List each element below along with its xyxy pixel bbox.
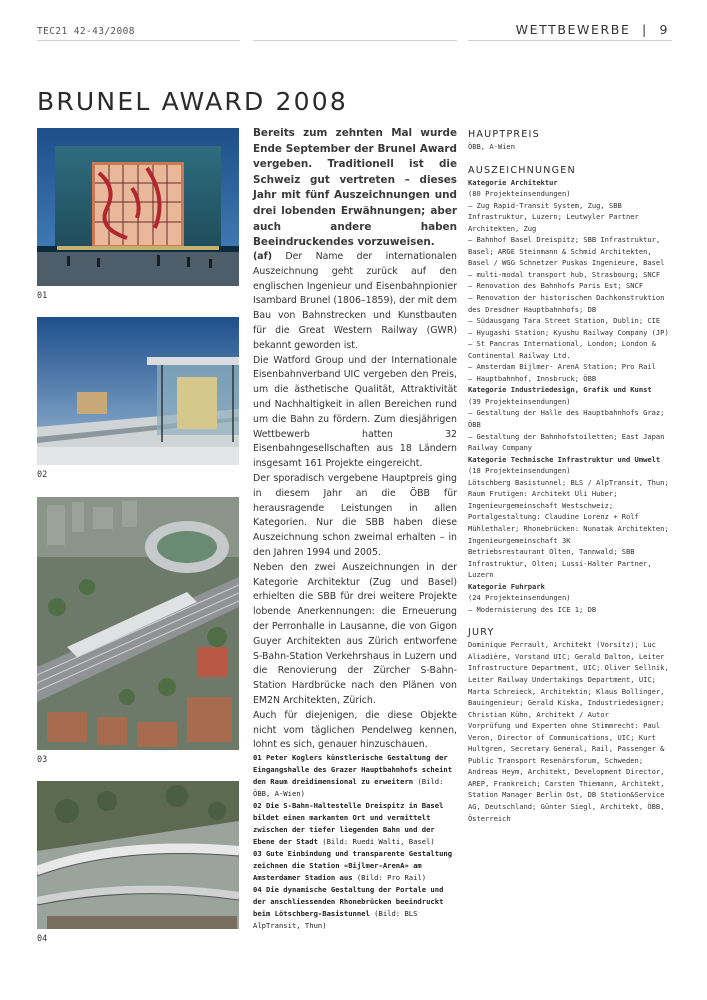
jury-members: Dominique Perrault, Architekt (Vorsitz); Luc Aliadière, Vorstand UIC; Gerald Dalton, Leiter Infrastructure Department, UIC; Oliver Sellnik, Leiter Railway Undertakings Department, UIC; Marta Schreieck, Architektin; Klaus Bollinger, Bauingenieur; Gerald Kiska, Industriedesigner; Christian Kühn, Architekt / Autor [468, 640, 669, 719]
caption-02-text: Die S-Bahn-Haltestelle Dreispitz in Basel bildet einen markanten Ort und vermittelt zwischen der tiefer liegenden Bahn und der Ebene der Stadt [253, 801, 444, 846]
figure-03 [37, 497, 239, 750]
list-item: – Bahnhof Basel Dreispitz; SBB Infrastruktur, Basel; ARGE Steinmann & Schmid Architekten, Basel / WGG Schnetzer Puskas Ingenieure, Basel [468, 235, 665, 268]
list-item: – Hauptbahnhof, Innsbruck; ÖBB [468, 373, 597, 383]
figure-03-number: 03 [37, 755, 48, 765]
body-paragraph-1-text: Der Name der internationalen Auszeichnung geht zurück auf den englischen Ingenieur und Eisenbahnpionier Isambard Brunel (1806–1859), der mit dem Bau von Bahnstrecken und Kunstbauten für die Great Western Railway (GWR) bekannt geworden ist. [253, 251, 457, 351]
caption-03-text: Gute Einbindung und transparente Gestaltung zeichnen die Station «Bijlmer-ArenA» am Amsterdamer Stadion aus [253, 849, 453, 882]
caption-01-number: 01 [253, 753, 262, 762]
article-body [253, 250, 457, 753]
caption-02-number: 02 [253, 801, 262, 810]
platform-photo [37, 317, 239, 465]
author-tag: (af) [253, 251, 272, 262]
list-item: Betriebsrestaurant Olten, Tannwald; SBB Infrastruktur, Olten; Lussi-Halter Partner, Luzern [468, 547, 652, 580]
category-industriedesign: Kategorie Industriedesign, Grafik und Kunst [468, 385, 652, 395]
caption-02 [253, 800, 457, 848]
figure-04-number: 04 [37, 934, 48, 944]
section-header [516, 22, 669, 37]
caption-02-credit: (Bild: Ruedi Walti, Basel) [322, 837, 435, 846]
caption-03 [253, 848, 457, 884]
list-item: – Gestaltung der Halle des Hauptbahnhofs Graz; ÖBB [468, 408, 665, 430]
page-title: BRUNEL AWARD 2008 [37, 87, 348, 116]
body-paragraph-5: Auch für diejenigen, die diese Objekte nicht vom täglichen Pendelweg kennen, lohnt es sich, genauer hinzuschauen. [253, 709, 457, 751]
issue-label: TEC21 42-43/2008 [37, 26, 135, 37]
header-rule-right [468, 40, 672, 41]
viaduct-photo [37, 781, 239, 929]
hauptpreis-heading: HAUPTPREIS [468, 129, 540, 140]
caption-03-credit: (Bild: Pro Rail) [356, 873, 427, 882]
jury-experts: Vorprüfung und Experten ohne Stimmrecht: Paul Veron, Director of Communications, UIC; Kurt Hultgren, Secretary General, Rail, Passenger & Public Transport Resenärsforum, Schweden; Andreas Heym, Architekt, Development Director, AREP, Frankreich; Carsten Thiemann, Architekt, Station Manager Berlin Ost, DB Station&Service AG, Deutschland; Günter Siegl, Architekt, ÖBB, Österreich [468, 721, 665, 823]
caption-01 [253, 752, 457, 800]
aerial-station-photo [37, 497, 239, 750]
header-separator: | [642, 22, 648, 37]
category-technik: Kategorie Technische Infrastruktur und Umwelt [468, 454, 661, 464]
list-item: – Südausgang Tara Street Station, Dublin; CIE [468, 316, 661, 326]
list-item: – multi-modal transport hub, Strasbourg; SNCF [468, 269, 661, 279]
jury-heading: JURY [468, 627, 495, 639]
body-paragraph-1 [253, 250, 457, 354]
list-item: – Amsterdam Bijlmer- ArenA Station; Pro Rail [468, 362, 656, 372]
caption-04-credit: (Bild: BLS AlpTransit, Thun) [253, 909, 418, 930]
list-item: – Renovation der historischen Dachkonstruktion des Dresdner Hauptbahnhofs; DB [468, 293, 665, 314]
caption-04-text: Die dynamische Gestaltung der Portale und der anschliessenden Rhonebrücken beeindruckt beim Lötschberg-Basistunnel [253, 885, 444, 918]
caption-04 [253, 884, 457, 932]
header-rule-left [37, 40, 240, 41]
list-item: – St Pancras International, London; London & Continental Railway Ltd. [468, 339, 656, 360]
figure-01 [37, 128, 239, 286]
list-item: – Renovation des Bahnhofs Paris Est; SNCF [468, 281, 644, 291]
caption-03-number: 03 [253, 849, 262, 858]
list-item: Lötschberg Basistunnel; BLS / AlpTransit, Thun; Raum Frutigen: Architekt Uli Huber; Ingenieurgemeinschaft Westschweiz; Portalgestaltung: Claudine Lorenz + Rolf Mühlethaler; Rhonebrücken: Nunatak Architekten; Ingenieurgemeinschaft 3K [468, 477, 669, 545]
body-paragraph-4: Neben den zwei Auszeichnungen in der Kategorie Architektur (Zug und Basel) erhielten die SBB für drei weitere Projekte lobende Anerkennungen: die Erneuerung der Perronhalle in Lausanne, die von Gigon Guyer Architekten aus Zürich entworfene S-Bahn-Station Verkehrshaus in Luzern und die Renovierung der Zürcher S-Bahn-Station Hardbrücke nach den Plänen von EM2N Architekten, Zürich. [253, 561, 457, 706]
hauptpreis-winner: ÖBB, A-Wien [468, 142, 515, 151]
list-item: – Gestaltung der Bahnhofstoiletten; East Japan Railway Company [468, 431, 665, 453]
body-paragraph-2: Die Watford Group und der Internationale Eisenbahnverband UIC vergeben den Preis, um die ästhetische Qualität, Attraktivität und Nachhaltigkeit in allen Bereichen rund um die Bahn zu fördern. Zum diesjährigen Wettbewerb hatten 32 Eisenbahngesellschaften aus 18 Ländern insgesamt 161 Projekte eingereicht. [253, 354, 457, 470]
list-item: – Zug Rapid-Transit System, Zug, SBB Infrastruktur, Luzern; Leutwyler Partner Architekten, Zug [468, 200, 639, 233]
list-item: – Hyugashi Station; Kyushu Railway Company (JP) [468, 327, 669, 337]
category-fuhrpark: Kategorie Fuhrpark [468, 581, 545, 591]
category-technik-count: (18 Projekteinsendungen) [468, 466, 571, 476]
list-item: – Modernisierung des ICE 1; DB [468, 604, 597, 614]
section-title: WETTBEWERBE [515, 22, 631, 37]
body-paragraph-3: Der sporadisch vergebene Hauptpreis ging in diesem Jahr an die ÖBB für herausragende Leistungen in allen Kategorien. Nur die SBB haben diese Auszeichnung schon zweimal erhalten – in den Jahren 1994 und 2005. [253, 472, 457, 558]
figure-02-number: 02 [37, 470, 48, 480]
header-rule-middle [253, 40, 457, 41]
category-industriedesign-count: (39 Projekteinsendungen) [468, 396, 571, 406]
category-architektur: Kategorie Architektur [468, 177, 558, 187]
auszeichnungen-heading: AUSZEICHNUNGEN [468, 164, 576, 176]
figure-04 [37, 781, 239, 929]
caption-01-credit: (Bild: ÖBB, A-Wien) [253, 777, 444, 798]
category-architektur-count: (80 Projekteinsendungen) [468, 189, 571, 199]
caption-01-text: Peter Koglers künstlerische Gestaltung der Eingangshalle des Grazer Hauptbahnhofs scheint den Raum dreidimensional zu erweitern [253, 753, 453, 786]
figure-01-number: 01 [37, 291, 48, 301]
category-fuhrpark-count: (24 Projekteinsendungen) [468, 593, 571, 603]
station-facade-photo [37, 128, 239, 286]
figure-captions [253, 752, 457, 932]
lead-paragraph: Bereits zum zehnten Mal wurde Ende September der Brunel Award vergeben. Traditionell ist die Schweiz gut vertreten – dieses Jahr mit fünf Auszeichnungen und drei lobenden Erwähnungen; aber auch andere haben Beeindruckendes vorzuweisen. [253, 127, 457, 249]
award-sidebar [468, 128, 672, 824]
caption-04-number: 04 [253, 885, 262, 894]
figure-02 [37, 317, 239, 465]
page-number: 9 [659, 22, 669, 37]
